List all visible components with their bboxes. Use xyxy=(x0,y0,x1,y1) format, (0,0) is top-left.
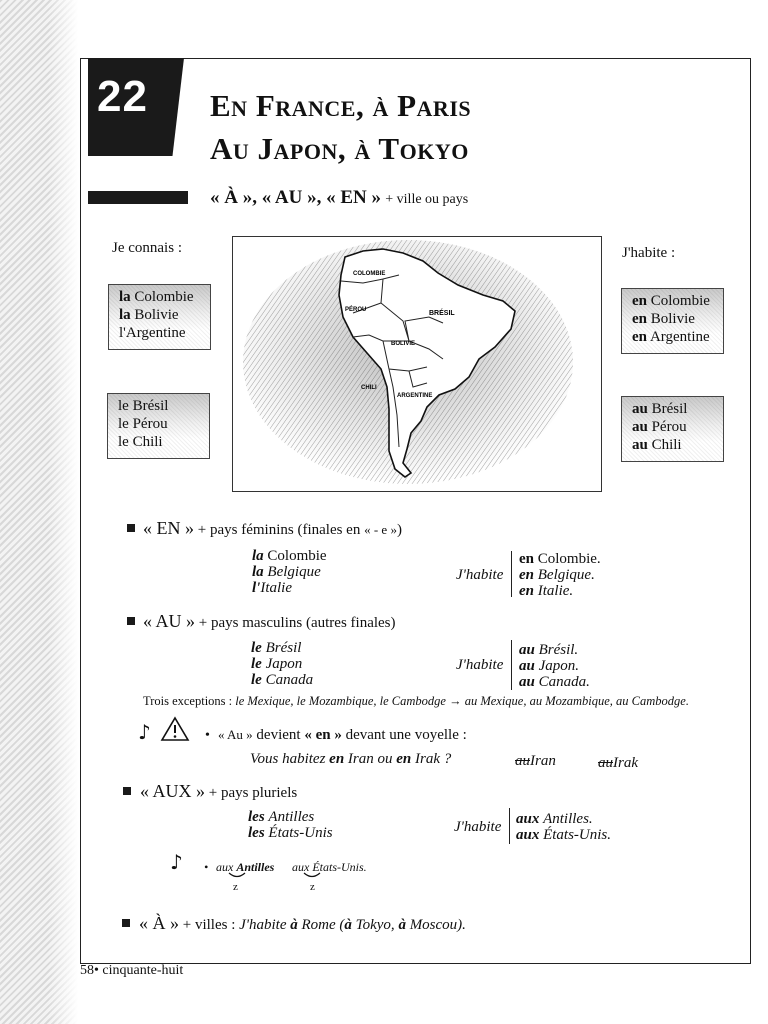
rule-aux-results xyxy=(516,811,611,843)
liaison-z: z xyxy=(310,881,315,893)
rule-au-example: le Japon xyxy=(251,656,303,672)
music-note-icon: ♪ xyxy=(170,850,183,874)
footer-bullet: • xyxy=(94,963,99,978)
rule-au-habite: J'habite xyxy=(456,657,504,673)
warning-icon xyxy=(160,716,190,742)
page-binding-edge xyxy=(0,0,78,1024)
left-box-masculine xyxy=(107,393,210,459)
vowel-note-bullet: • xyxy=(205,728,210,743)
rule-en-result: en Colombie. xyxy=(519,551,601,567)
rule-aux-bullet xyxy=(123,787,131,795)
left-box-feminine xyxy=(108,284,211,350)
left-box1-row: l'Argentine xyxy=(119,325,186,341)
rule-en-examples xyxy=(252,548,327,596)
rule-en-example: l'Italie xyxy=(252,580,292,596)
map-label-perou: PÉROU xyxy=(345,307,367,313)
right-box2-row: au Brésil xyxy=(632,401,688,417)
page-number: 58 xyxy=(80,963,94,978)
liaison-example-2: aux États-Unis. xyxy=(292,860,367,874)
liaison-z: z xyxy=(233,881,238,893)
rule-au-example: le Brésil xyxy=(251,640,302,656)
rule-aux-example: les Antilles xyxy=(248,809,315,825)
map-label-bolivie: BOLIVIE xyxy=(391,341,416,347)
rule-aux-heading: « AUX » + pays pluriels xyxy=(140,781,298,801)
left-box2-row: le Chili xyxy=(118,434,163,450)
rule-au-result: au Brésil. xyxy=(519,642,579,658)
left-box1-row: la Colombie xyxy=(119,289,194,305)
right-box2-row: au Pérou xyxy=(632,419,687,435)
rule-au-separator xyxy=(511,640,512,690)
liaison-example-1: aux Antilles xyxy=(216,860,275,874)
page-footer xyxy=(80,963,183,979)
wrong-form-irak: auIrak xyxy=(598,755,638,771)
wrong-form-iran: auIran xyxy=(515,753,556,769)
rule-a-heading: « À » + villes : J'habite à Rome (à Tokyo, à Moscou). xyxy=(139,913,466,933)
lesson-title-line1: En France, à Paris xyxy=(210,88,472,123)
map-label-chili: CHILI xyxy=(361,385,377,391)
subtitle-bar xyxy=(88,191,188,204)
subtitle xyxy=(210,187,468,209)
exceptions-text: le Mexique, le Mozambique, le Cambodge → au Mexique, au Mozambique, au Cambodge. xyxy=(235,694,689,708)
rule-au-examples xyxy=(251,640,313,688)
rule-en-habite: J'habite xyxy=(456,567,504,583)
rule-en-results xyxy=(519,551,601,599)
map-label-argentine: ARGENTINE xyxy=(397,393,433,399)
page-number-words: cinquante-huit xyxy=(102,963,184,978)
south-america-map xyxy=(232,236,602,492)
rule-aux-examples xyxy=(248,809,333,841)
rule-en-example: la Belgique xyxy=(252,564,321,580)
rule-en-result: en Italie. xyxy=(519,583,574,599)
left-box2-row: le Pérou xyxy=(118,416,168,432)
rule-au-heading: « AU » + pays masculins (autres finales) xyxy=(143,611,396,631)
subtitle-terms: « À », « AU », « EN » xyxy=(210,187,382,208)
right-box-en xyxy=(621,288,724,354)
vowel-note: « Au » devient « en » devant une voyelle : xyxy=(218,727,467,743)
liaison-arc xyxy=(228,872,246,880)
exceptions-label: Trois exceptions : xyxy=(143,694,233,708)
left-box1-row: la Bolivie xyxy=(119,307,179,323)
map-label-colombie: COLOMBIE xyxy=(353,271,386,277)
rule-au-result: au Canada. xyxy=(519,674,590,690)
exceptions-line xyxy=(143,694,689,709)
rule-aux-habite: J'habite xyxy=(454,819,502,835)
right-label: J'habite : xyxy=(622,245,676,261)
rule-aux-result: aux États-Unis. xyxy=(516,827,612,843)
rule-en-bullet xyxy=(127,524,135,532)
rule-aux-example: les États-Unis xyxy=(248,825,333,841)
lesson-title-line2: Au Japon, à Tokyo xyxy=(210,131,469,166)
rule-au-results xyxy=(519,642,590,690)
vowel-example: Vous habitez en Iran ou en Irak ? xyxy=(250,751,452,767)
rule-aux-result: aux Antilles. xyxy=(516,811,593,827)
right-box2-row: au Chili xyxy=(632,437,682,453)
rule-au-example: le Canada xyxy=(251,672,314,688)
rule-en-result: en Belgique. xyxy=(519,567,595,583)
rule-en-separator xyxy=(511,551,512,597)
lesson-number: 22 xyxy=(97,72,148,121)
rule-en-heading: « EN » + pays féminins (finales en « - e ») xyxy=(143,518,402,538)
subtitle-suffix: + ville ou pays xyxy=(385,192,469,207)
left-label: Je connais : xyxy=(112,240,182,256)
liaison-arc xyxy=(303,872,321,880)
liaison-bullet: • xyxy=(204,860,209,874)
rule-aux-separator xyxy=(509,808,510,844)
rule-au-result: au Japon. xyxy=(519,658,580,674)
left-box2-row: le Brésil xyxy=(118,398,169,414)
right-box-au xyxy=(621,396,724,462)
music-note-icon: ♪ xyxy=(138,720,151,744)
right-box1-row: en Colombie xyxy=(632,293,710,309)
rule-a-bullet xyxy=(122,919,130,927)
rule-au-bullet xyxy=(127,617,135,625)
rule-en-example: la Colombie xyxy=(252,548,327,564)
right-box1-row: en Argentine xyxy=(632,329,710,345)
right-box1-row: en Bolivie xyxy=(632,311,695,327)
map-label-bresil: BRÉSIL xyxy=(429,310,455,317)
